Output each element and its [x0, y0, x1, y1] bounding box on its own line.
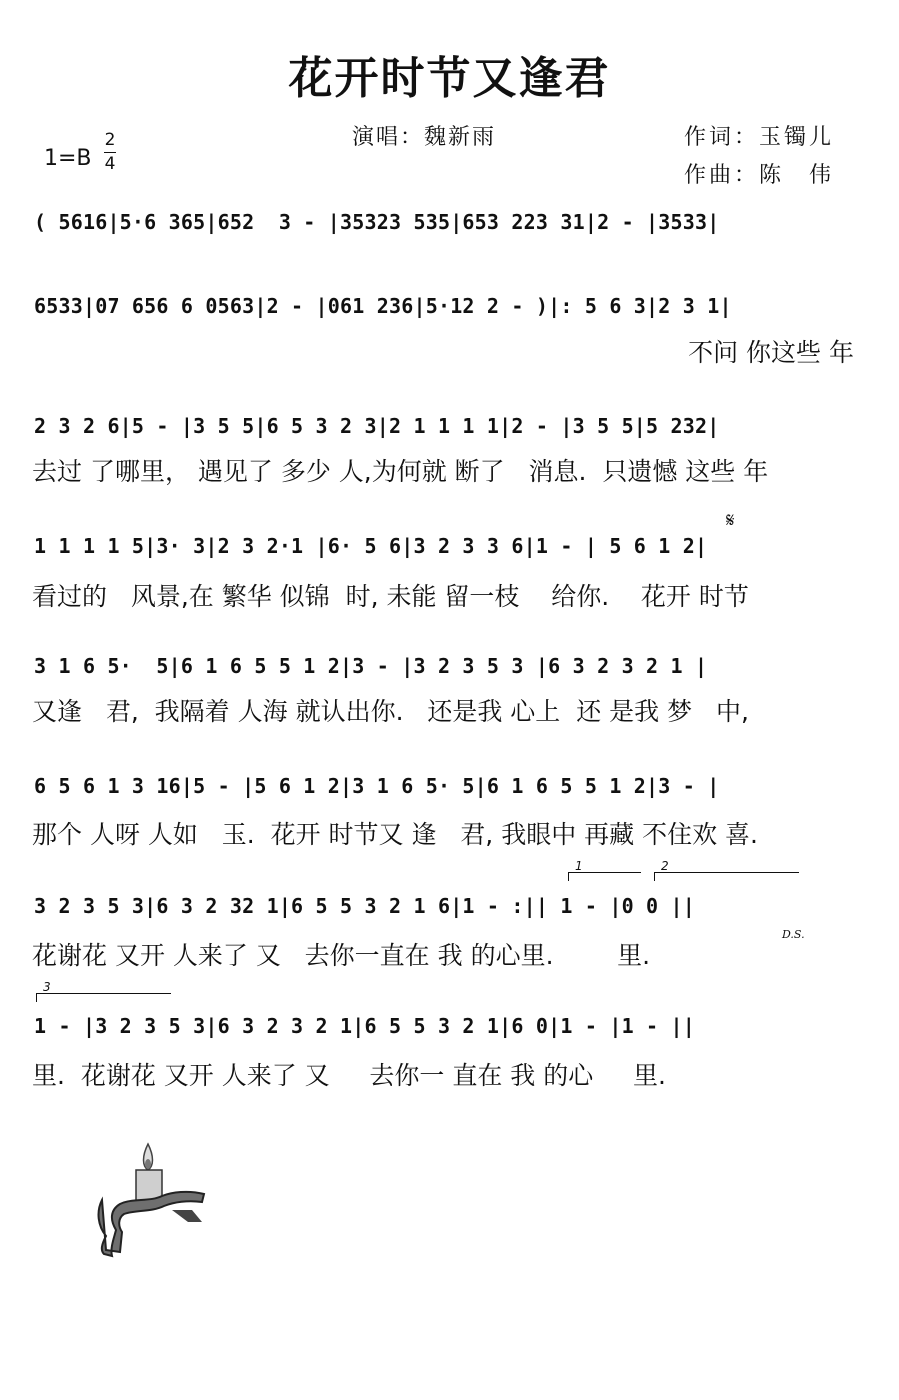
notes-line-8: 1 - |3 2 3 5 3|6 3 2 3 2 1|6 5 5 3 2 1|6 0|1 - |1 - ||: [34, 1014, 696, 1038]
song-title: 花开时节又逢君: [288, 53, 611, 104]
segno-sign: 𝄋: [726, 508, 735, 532]
key-signature: 1=B: [44, 146, 92, 171]
volta-number-1: 1: [575, 859, 583, 873]
volta-bracket-1: [568, 859, 641, 881]
composer-credit: 作曲：陈 伟: [684, 163, 835, 188]
lyric-line-8: 里. 花谢花 又开 人来了 又 去你一 直在 我 的心 里.: [32, 1061, 666, 1090]
notes-line-7: 3 2 3 5 3|6 3 2 32 1|6 5 5 3 2 1 6|1 - :|| 1 - |0 0 ||: [34, 894, 696, 918]
staff-line-2: [34, 284, 864, 330]
lyric-line-4: 看过的 风景,在 繁华 似锦 时, 未能 留一枝 给你. 花开 时节: [32, 582, 749, 611]
notes-line-4: 1 1 1 1 5|3· 3|2 3 2·1 |6· 5 6|3 2 3 3 6|1 - | 5 6 1 2|: [34, 534, 708, 558]
candle-flame-icon: [144, 1144, 153, 1170]
staff-line-4: [34, 524, 864, 570]
lyric-line-3: 去过 了哪里， 遇见了 多少 人,为何就 断了 消息. 只遗憾 这些 年: [32, 457, 769, 486]
staff-line-3: [34, 404, 864, 450]
lyric-line-7: 花谢花 又开 人来了 又 去你一直在 我 的心里. 里.: [32, 941, 651, 970]
lyric-line-2: 不问 你这些 年: [688, 338, 854, 367]
volta-number-3: 3: [43, 980, 51, 994]
notes-line-6: 6 5 6 1 3 16|5 - |5 6 1 2|3 1 6 5· 5|6 1 6 5 5 1 2|3 - |: [34, 774, 720, 798]
staff-line-5: [34, 644, 864, 690]
notes-line-3: 2 3 2 6|5 - |3 5 5|6 5 3 2 3|2 1 1 1 1|2 - |3 5 5|5 232|: [34, 414, 720, 438]
volta-bracket-2: [654, 859, 799, 881]
staff-line-7: [34, 884, 864, 930]
volta-number-2: 2: [661, 859, 669, 873]
time-signature-top: 2: [104, 130, 116, 150]
lyricist-credit: 作词：玉镯儿: [684, 125, 835, 150]
staff-line-6: [34, 764, 864, 810]
time-signature-divider: [104, 152, 116, 153]
notes-line-5: 3 1 6 5· 5|6 1 6 5 5 1 2|3 - |3 2 3 5 3 |6 3 2 3 2 1 |: [34, 654, 708, 678]
notes-line-1: ( 5616|5·6 365|652 3 - |35323 535|653 223 31|2 - |3533|: [34, 210, 720, 234]
volta-bracket-3: [36, 980, 171, 1002]
lyric-line-5: 又逢 君, 我隔着 人海 就认出你. 还是我 心上 还 是我 梦 中,: [32, 697, 749, 726]
candle-illustration: [92, 1140, 222, 1260]
staff-line-1: [34, 200, 864, 246]
staff-line-8: [34, 1004, 864, 1050]
singer-credit: 演唱：魏新雨: [352, 125, 497, 150]
ds-marking: D.S.: [782, 928, 805, 941]
candle-holder-icon: [99, 1192, 204, 1256]
time-signature-bottom: 4: [104, 154, 116, 174]
candle-stand-icon: [172, 1210, 202, 1222]
time-signature: [104, 130, 116, 175]
notes-line-2: 6533|07 656 6 0563|2 - |061 236|5·12 2 - )|: 5 6 3|2 3 1|: [34, 294, 732, 318]
lyric-line-6: 那个 人呀 人如 玉. 花开 时节又 逢 君, 我眼中 再藏 不住欢 喜.: [32, 820, 758, 849]
